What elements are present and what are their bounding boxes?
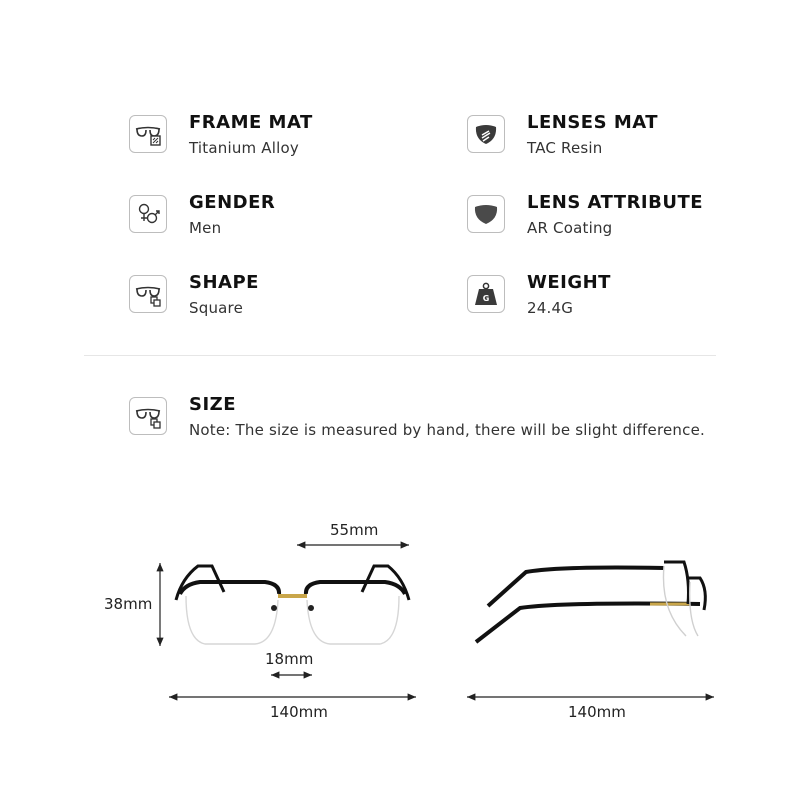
front-view-glasses: [176, 566, 409, 644]
lens-attribute-value: AR Coating: [527, 219, 613, 237]
svg-text:G: G: [482, 294, 490, 303]
lenses-mat-value: TAC Resin: [527, 139, 603, 157]
gender-value: Men: [189, 219, 222, 237]
lens-height-label: 38mm: [104, 595, 153, 613]
temple-length-label: 140mm: [568, 703, 626, 721]
lens-width-label: 55mm: [330, 521, 379, 539]
bridge-label: 18mm: [265, 650, 314, 668]
weight-title: WEIGHT: [527, 272, 611, 293]
size-title: SIZE: [189, 394, 237, 415]
frame-mat-value: Titanium Alloy: [189, 139, 299, 157]
weight-value: 24.4G: [527, 299, 574, 317]
gender-title: GENDER: [189, 192, 276, 213]
frame-width-label: 140mm: [270, 703, 328, 721]
shape-title: SHAPE: [189, 272, 259, 293]
frame-mat-title: FRAME MAT: [189, 112, 313, 133]
size-note: Note: The size is measured by hand, there will be slight difference.: [189, 421, 705, 439]
shape-value: Square: [189, 299, 244, 317]
lens-attribute-title: LENS ATTRIBUTE: [527, 192, 704, 213]
side-view-glasses: [476, 562, 705, 642]
lenses-mat-title: LENSES MAT: [527, 112, 659, 133]
